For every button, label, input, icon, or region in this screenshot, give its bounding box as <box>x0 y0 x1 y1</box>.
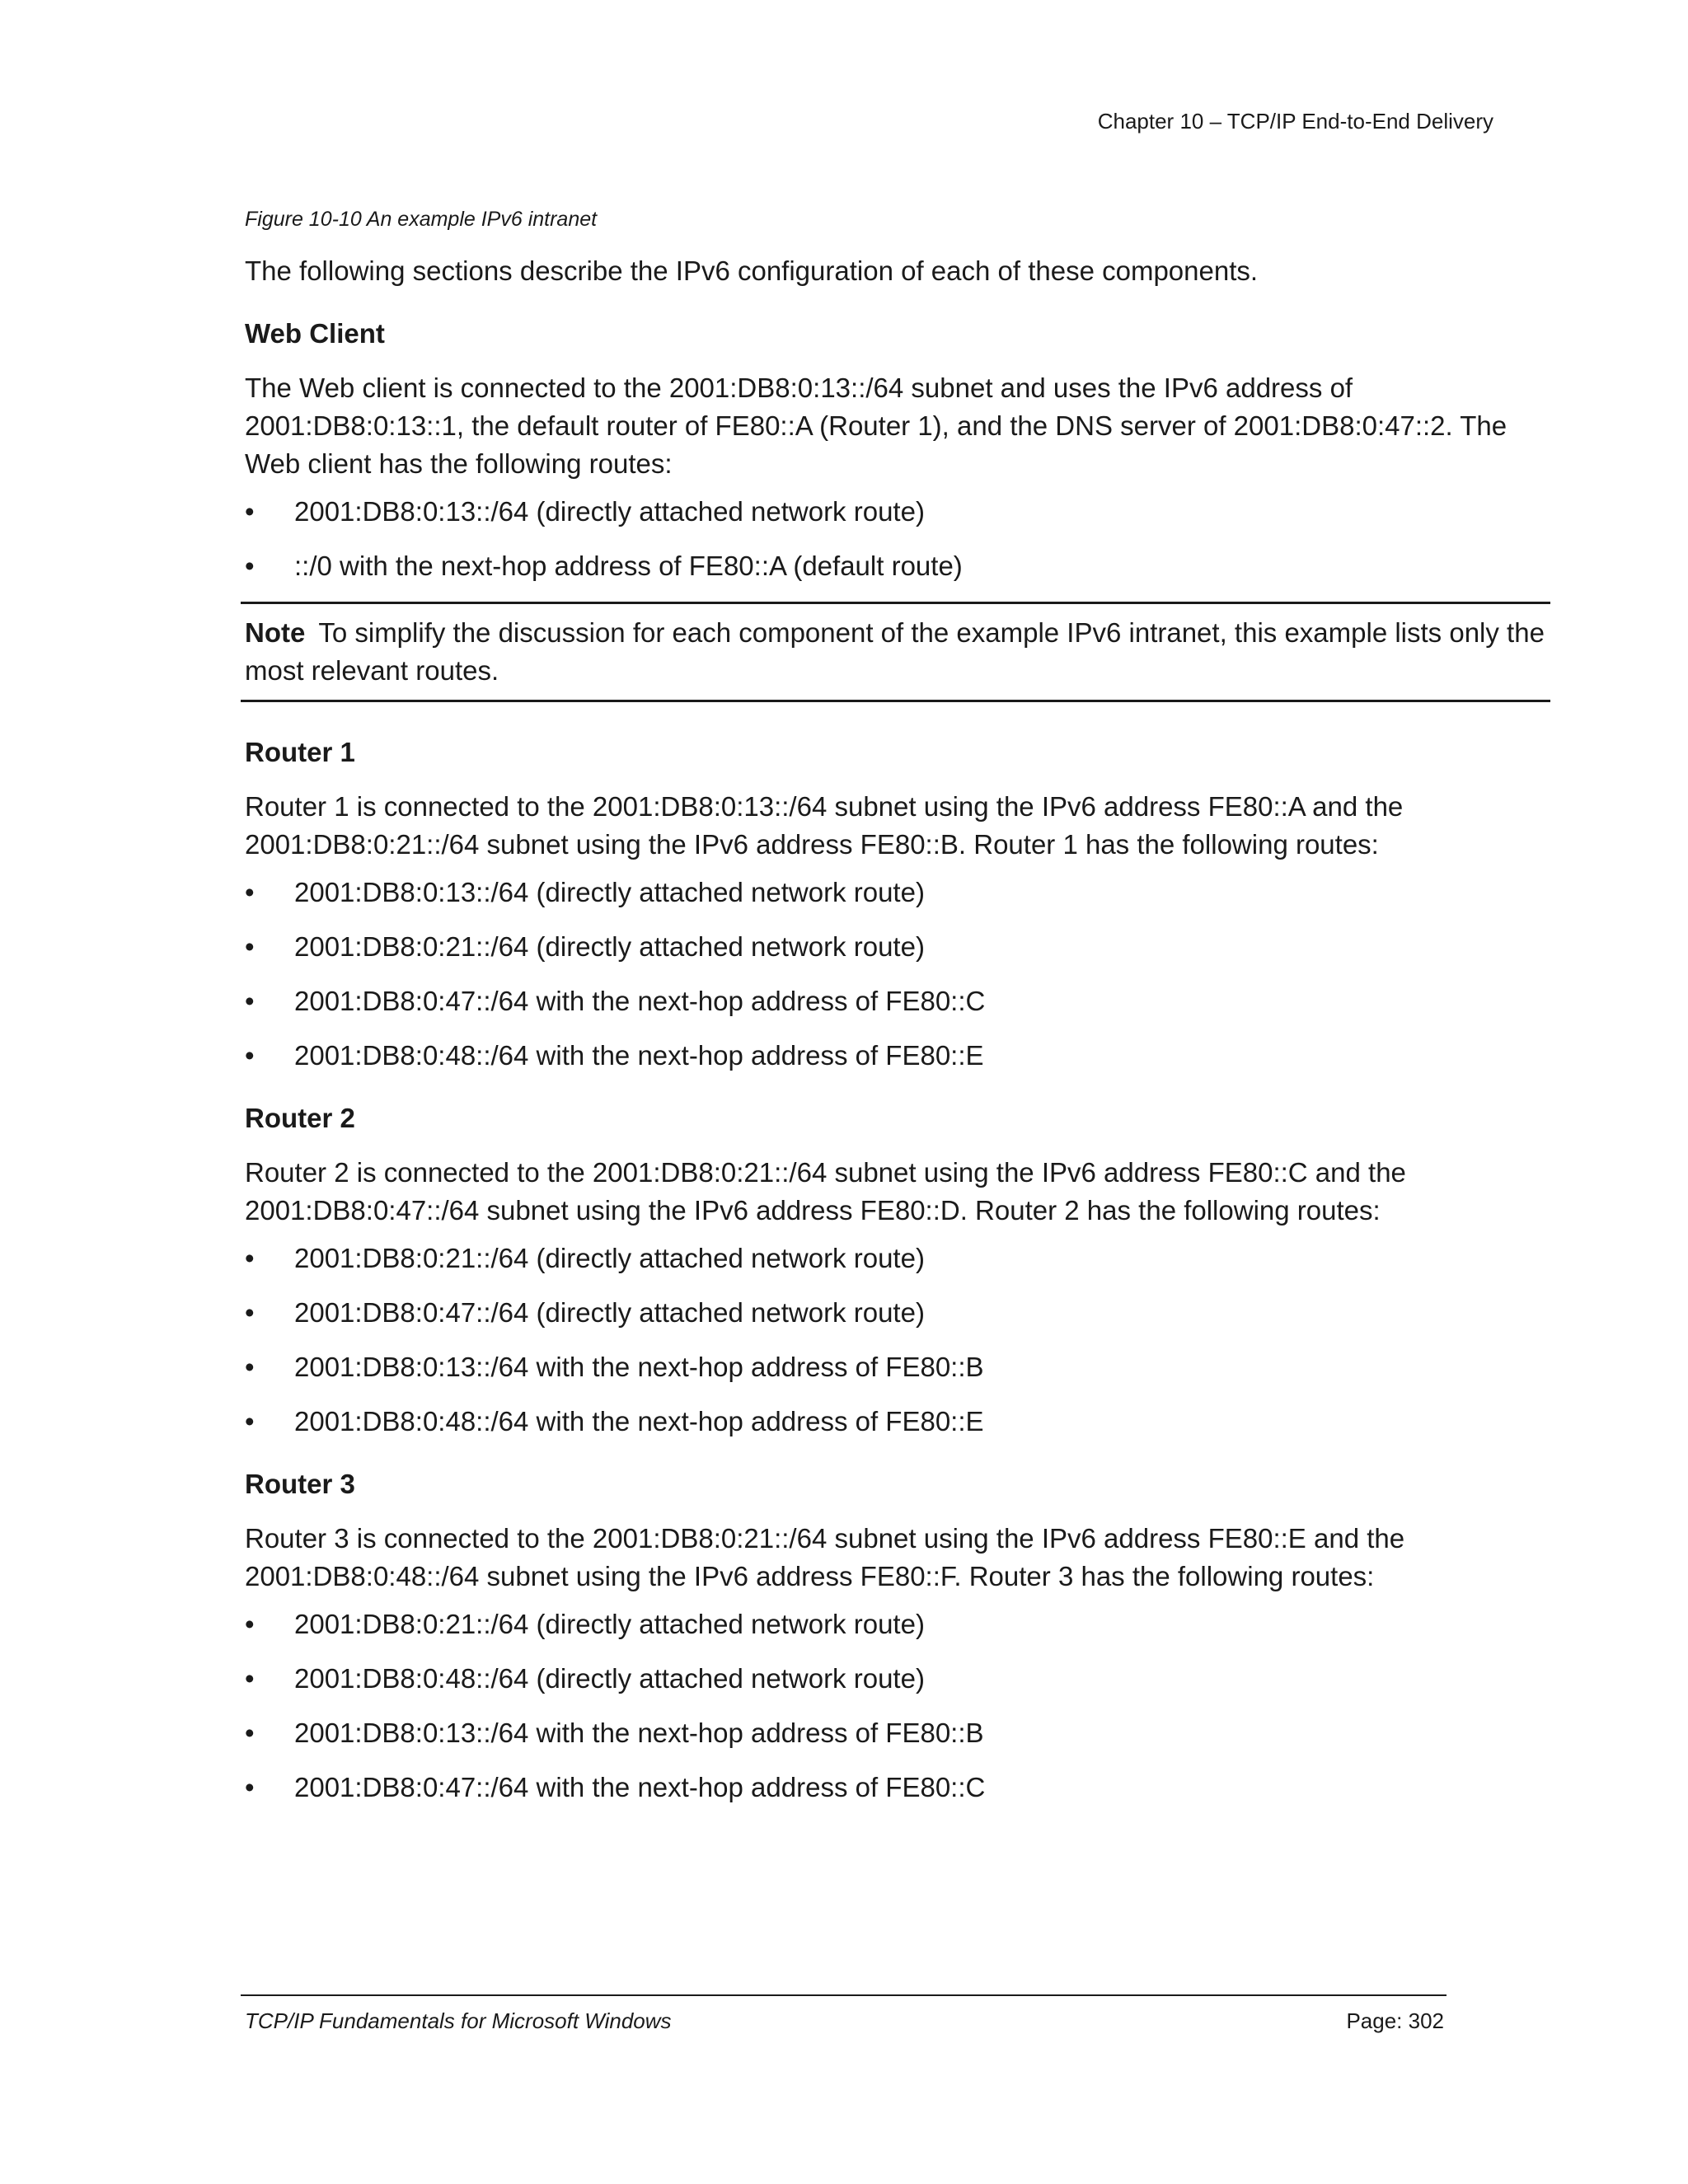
web-client-route-list <box>245 493 1547 585</box>
list-item <box>245 1240 1547 1277</box>
bullet-icon: • <box>245 551 255 581</box>
list-item <box>245 1660 1547 1698</box>
route-text: 2001:DB8:0:13::/64 (directly attached network route) <box>294 496 925 527</box>
bullet-icon: • <box>245 1406 255 1436</box>
router3-paragraph: Router 3 is connected to the 2001:DB8:0:21::/64 subnet using the IPv6 address FE80::E and the 2001:DB8:0:48::/64 subnet using the IPv6 address FE80::F. Router 3 has the following routes: <box>245 1523 1405 1591</box>
route-text: 2001:DB8:0:47::/64 with the next-hop address of FE80::C <box>294 1772 986 1802</box>
list-item <box>245 547 1547 585</box>
router2-route-list <box>245 1240 1547 1441</box>
list-item <box>245 982 1547 1020</box>
route-text: 2001:DB8:0:21::/64 (directly attached network route) <box>294 1243 925 1273</box>
list-item <box>245 1403 1547 1441</box>
footer-divider <box>241 1994 1447 1996</box>
bullet-icon: • <box>245 1718 255 1748</box>
route-text: 2001:DB8:0:48::/64 with the next-hop address of FE80::E <box>294 1406 984 1436</box>
list-item <box>245 1348 1547 1386</box>
bullet-icon: • <box>245 1772 255 1802</box>
note-label: Note <box>245 617 306 648</box>
route-text: 2001:DB8:0:13::/64 with the next-hop address of FE80::B <box>294 1718 984 1748</box>
list-item <box>245 1037 1547 1075</box>
bullet-icon: • <box>245 1040 255 1071</box>
router1-paragraph: Router 1 is connected to the 2001:DB8:0:13::/64 subnet using the IPv6 address FE80::A and the 2001:DB8:0:21::/64 subnet using the IPv6 address FE80::B. Router 1 has the following routes: <box>245 791 1404 860</box>
bullet-icon: • <box>245 986 255 1016</box>
route-text: 2001:DB8:0:13::/64 (directly attached network route) <box>294 877 925 907</box>
router3-route-list <box>245 1605 1547 1807</box>
bullet-icon: • <box>245 1297 255 1328</box>
route-text: 2001:DB8:0:48::/64 (directly attached network route) <box>294 1663 925 1694</box>
list-item <box>245 1605 1547 1643</box>
bullet-icon: • <box>245 1609 255 1639</box>
route-text: 2001:DB8:0:48::/64 with the next-hop address of FE80::E <box>294 1040 984 1071</box>
route-text: 2001:DB8:0:21::/64 (directly attached network route) <box>294 1609 925 1639</box>
route-text: 2001:DB8:0:47::/64 (directly attached network route) <box>294 1297 925 1328</box>
list-item <box>245 874 1547 912</box>
route-text: 2001:DB8:0:13::/64 with the next-hop address of FE80::B <box>294 1352 984 1382</box>
router2-paragraph: Router 2 is connected to the 2001:DB8:0:21::/64 subnet using the IPv6 address FE80::C and the 2001:DB8:0:47::/64 subnet using the IPv6 address FE80::D. Router 2 has the following routes: <box>245 1157 1406 1226</box>
router3-heading: Router 3 <box>245 1469 355 1499</box>
list-item <box>245 1714 1547 1752</box>
list-item <box>245 1294 1547 1332</box>
router1-heading: Router 1 <box>245 737 355 767</box>
figure-caption: Figure 10-10 An example IPv6 intranet <box>245 208 598 231</box>
footer-page-number: Page: 302 <box>1346 2008 1444 2033</box>
route-text: ::/0 with the next-hop address of FE80::A (default route) <box>294 551 963 581</box>
list-item <box>245 493 1547 531</box>
note-box <box>241 602 1550 702</box>
running-header: Chapter 10 – TCP/IP End-to-End Delivery <box>1097 109 1493 134</box>
bullet-icon: • <box>245 877 255 907</box>
note-text: To simplify the discussion for each component of the example IPv6 intranet, this example lists only the most relevant routes. <box>245 617 1545 686</box>
bullet-icon: • <box>245 1352 255 1382</box>
footer-book-title: TCP/IP Fundamentals for Microsoft Windows <box>245 2008 672 2033</box>
list-item <box>245 928 1547 966</box>
router2-heading: Router 2 <box>245 1103 355 1133</box>
web-client-heading: Web Client <box>245 318 385 349</box>
route-text: 2001:DB8:0:21::/64 (directly attached network route) <box>294 931 925 962</box>
bullet-icon: • <box>245 1243 255 1273</box>
router1-route-list <box>245 874 1547 1075</box>
list-item <box>245 1769 1547 1807</box>
intro-paragraph: The following sections describe the IPv6 configuration of each of these components. <box>245 255 1259 286</box>
web-client-paragraph: The Web client is connected to the 2001:DB8:0:13::/64 subnet and uses the IPv6 address of 2001:DB8:0:13::1, the default router of FE80::A (Router 1), and the DNS server of 2001:DB8:0:47::2. The Web client has the following routes: <box>245 373 1507 479</box>
bullet-icon: • <box>245 931 255 962</box>
route-text: 2001:DB8:0:47::/64 with the next-hop address of FE80::C <box>294 986 986 1016</box>
page-content <box>245 206 1547 1823</box>
bullet-icon: • <box>245 496 255 527</box>
bullet-icon: • <box>245 1663 255 1694</box>
